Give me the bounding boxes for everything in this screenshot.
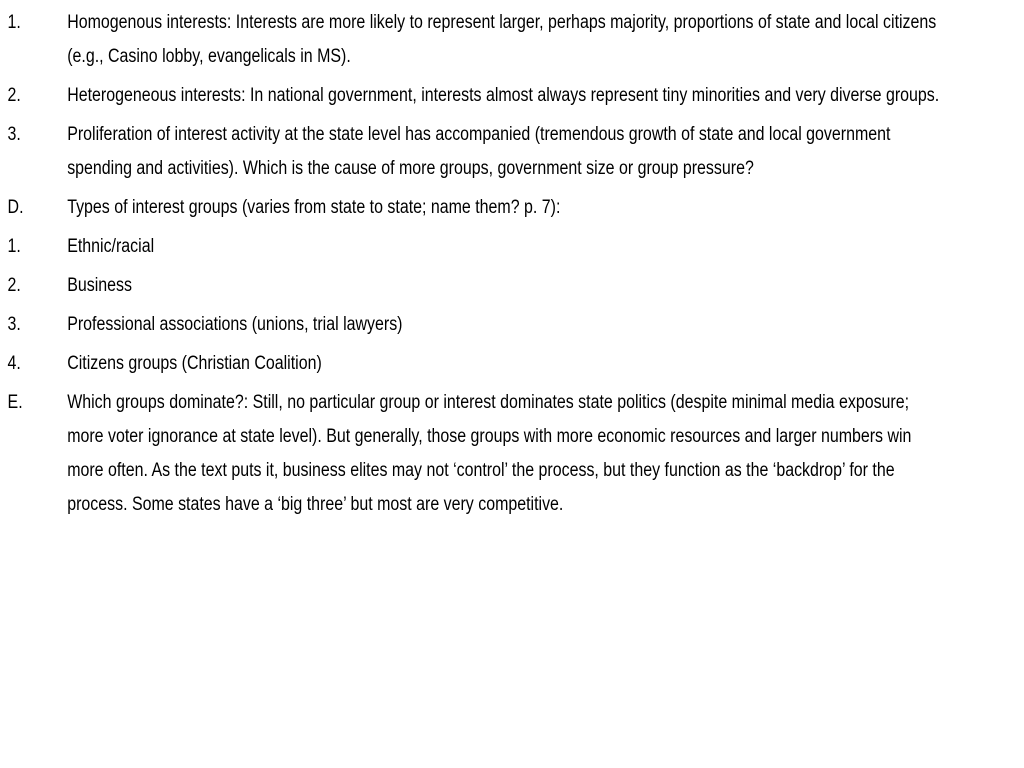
list-item-citizens-groups — [0, 347, 958, 381]
list-item-ethnic-racial — [0, 230, 958, 264]
list-item-text: Heterogeneous interests: In national government, interests almost always represent tiny minorities and very diverse groups. — [67, 85, 940, 106]
list-item-text: Types of interest groups (varies from state to state; name them? p. 7): — [67, 197, 561, 218]
list-item-text: Ethnic/racial — [67, 236, 155, 257]
list-marker: 3. — [7, 124, 21, 145]
list-item-text: Citizens groups (Christian Coalition) — [67, 353, 322, 374]
list-marker: 3. — [7, 314, 21, 335]
list-marker: 2. — [7, 275, 21, 296]
list-item-heterogeneous-interests — [0, 79, 958, 113]
list-item-which-groups-dominate — [0, 386, 958, 522]
list-item-homogenous-interests — [0, 6, 958, 74]
list-item-professional-associations — [0, 308, 958, 342]
list-marker: 2. — [7, 85, 21, 106]
outline-list — [0, 6, 1024, 522]
list-marker: 4. — [7, 353, 21, 374]
list-item-text: Proliferation of interest activity at the state level has accompanied (tremendous growth of state and local government spending and activities). Which is the cause of more groups, government size or group pressure? — [67, 124, 891, 179]
list-marker: D. — [7, 197, 24, 218]
list-item-proliferation — [0, 118, 958, 186]
list-item-text: Homogenous interests: Interests are more likely to represent larger, perhaps majority, proportions of state and local citizens (e.g., Casino lobby, evangelicals in MS). — [67, 12, 937, 67]
list-item-business — [0, 269, 958, 303]
list-item-text: Which groups dominate?: Still, no particular group or interest dominates state politics (despite minimal media exposure; more voter ignorance at state level). But generally, those groups with more economic resources and larger numbers win more often. As the text puts it, business elites may not ‘control’ the process, but they function as the ‘backdrop’ for the process. Some states have a ‘big three’ but most are very competitive. — [67, 392, 912, 515]
list-item-text: Professional associations (unions, trial lawyers) — [67, 314, 403, 335]
list-item-text: Business — [67, 275, 132, 296]
list-marker: 1. — [7, 236, 21, 257]
list-marker: E. — [7, 392, 23, 413]
list-item-types-of-groups — [0, 191, 958, 225]
slide-content — [0, 6, 1024, 768]
list-marker: 1. — [7, 12, 21, 33]
